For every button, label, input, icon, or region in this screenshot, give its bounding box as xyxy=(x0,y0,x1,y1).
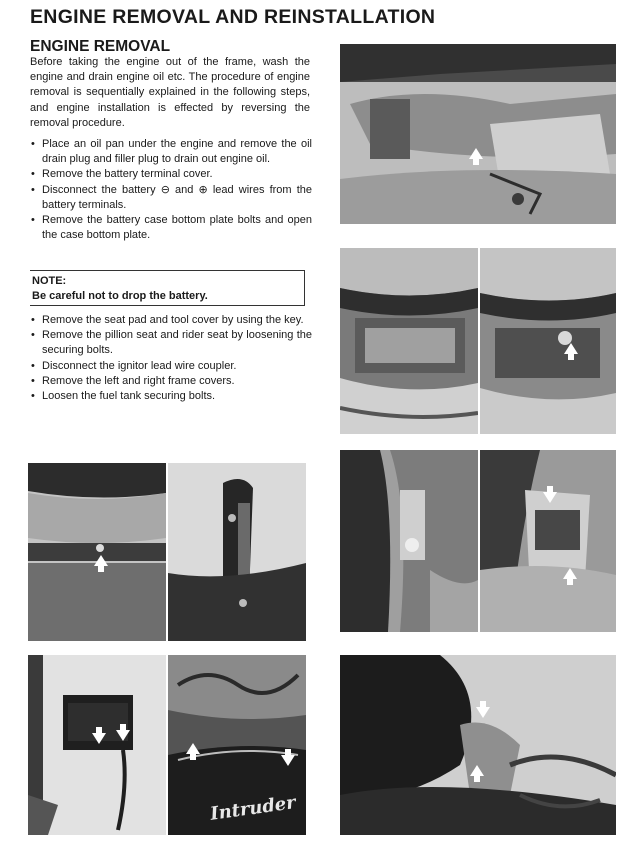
photo-ignitor-coupler xyxy=(28,655,166,835)
page-title: ENGINE REMOVAL AND REINSTALLATION xyxy=(30,6,436,28)
section-title: ENGINE REMOVAL xyxy=(30,38,171,55)
intro-paragraph: Before taking the engine out of the frame, wash the engine and drain engine oil etc. The procedure of engine removal is sequentially explained in the following steps, and engine installation is effected by reversing the removal procedure. xyxy=(30,56,310,129)
bullet-icon: • xyxy=(31,359,35,372)
bullet-icon: • xyxy=(31,329,35,342)
tank-badge: Intruder xyxy=(209,792,298,825)
photo-battery-lead-wires xyxy=(480,248,616,434)
steps-list-after-note xyxy=(30,313,312,404)
list-item: • Disconnect the battery ⊖ and ⊕ lead wires from the battery terminals. xyxy=(31,183,312,211)
photo-frame-cover-tank xyxy=(168,655,306,835)
bullet-icon: • xyxy=(31,314,35,326)
photo-battery-terminal-cover xyxy=(340,248,478,434)
up-arrow-icon xyxy=(94,555,108,566)
photo-fuel-tank-bolts xyxy=(340,655,616,835)
list-item: • Place an oil pan under the engine and remove the oil drain plug and filler plug to drain out engine oil. xyxy=(31,138,312,166)
bullet-icon: • xyxy=(31,183,35,196)
down-arrow-icon xyxy=(92,733,106,744)
up-arrow-icon xyxy=(470,765,484,776)
bullet-icon: • xyxy=(31,390,35,403)
photo-oil-drain-plug xyxy=(340,44,616,224)
steps-list-before-note xyxy=(30,137,312,243)
photo-rider-seat-bolts xyxy=(340,450,478,632)
bullet-icon: • xyxy=(31,168,35,181)
list-item: • Remove the battery case bottom plate bolts and open the case bottom plate. xyxy=(31,214,312,242)
bullet-icon: • xyxy=(31,138,35,150)
photo-tool-cover-bolts xyxy=(480,450,616,632)
list-item: • Remove the pillion seat and rider seat by loosening the securing bolts. xyxy=(31,329,312,357)
note-box xyxy=(30,270,305,306)
down-arrow-icon xyxy=(281,755,295,766)
list-item: • Disconnect the ignitor lead wire coupler. xyxy=(30,359,312,374)
list-item: • Remove the seat pad and tool cover by using the key. xyxy=(30,313,312,328)
bullet-icon: • xyxy=(31,214,35,227)
up-arrow-icon xyxy=(469,148,483,159)
up-arrow-icon xyxy=(186,743,200,754)
down-arrow-icon xyxy=(476,707,490,718)
note-label: NOTE: xyxy=(32,275,67,287)
up-arrow-icon xyxy=(563,568,577,579)
down-arrow-icon xyxy=(116,730,130,741)
photo-case-bottom-plate-bolt xyxy=(28,463,166,641)
down-arrow-icon xyxy=(543,492,557,503)
photo-seat-opened xyxy=(168,463,306,641)
list-item: • Remove the left and right frame covers. xyxy=(30,374,312,389)
note-text: Be careful not to drop the battery. xyxy=(32,290,208,302)
list-item: • Remove the battery terminal cover. xyxy=(30,167,312,182)
bullet-icon: • xyxy=(31,374,35,387)
up-arrow-icon xyxy=(564,343,578,354)
list-item: • Loosen the fuel tank securing bolts. xyxy=(30,389,312,404)
